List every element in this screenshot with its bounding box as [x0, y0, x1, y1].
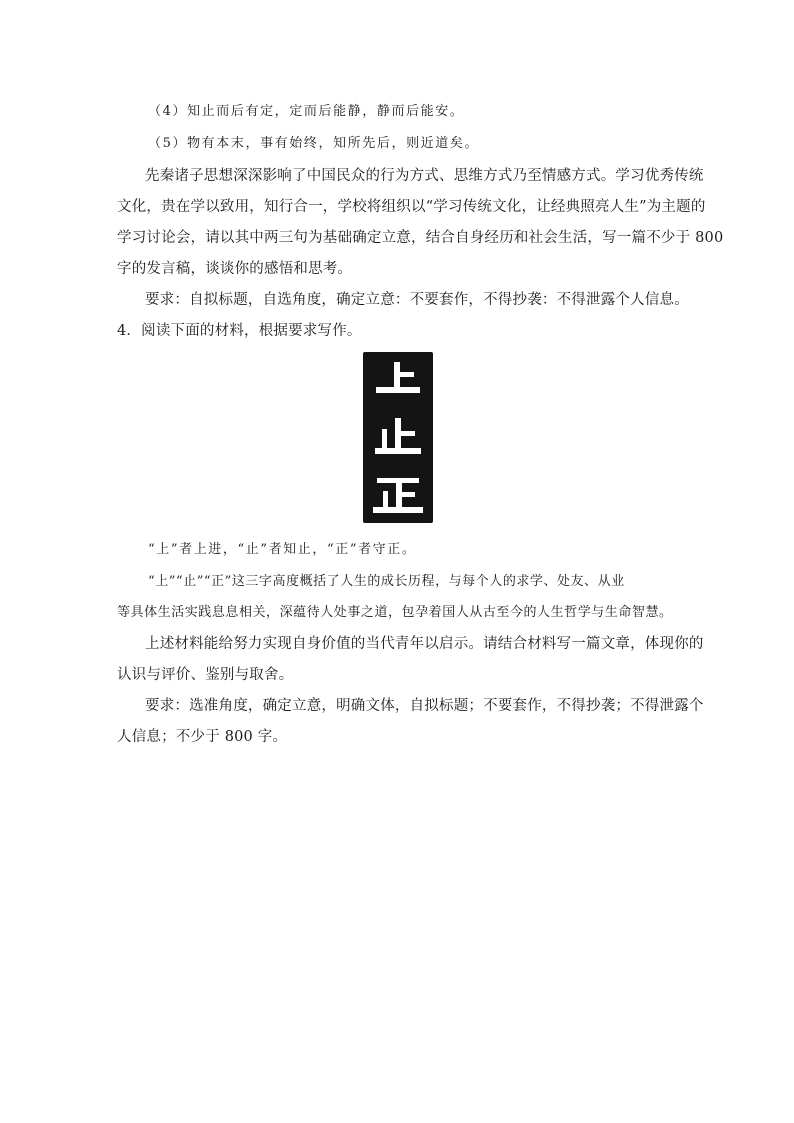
- quote-line-5: （5）物有本末，事有始终，知所先后，则近道矣。: [148, 136, 480, 151]
- seal-char-zhi: [375, 418, 421, 454]
- seal-char-shang: [376, 362, 420, 393]
- material-line-2: “上”“止”“正”这三字高度概括了人生的成长历程，与每个人的求学、处友、从业: [148, 574, 625, 589]
- prompt-4-requirements-line-2: 人信息；不少于 800 字。: [117, 729, 288, 745]
- prompt-4-paragraph-line-2: 认识与评价、鉴别与取舍。: [117, 667, 294, 683]
- material-line-1: “上”者上进，“止”者知止，“正”者守正。: [148, 542, 417, 557]
- prompt-4-requirements-line-1: 要求：选准角度，确定立意，明确文体，自拟标题；不要套作，不得抄袭；不得泄露个: [145, 698, 704, 714]
- material-line-3: 等具体生活实践息息相关，深蕴待人处事之道，包孕着国人从古至今的人生哲学与生命智慧。: [117, 605, 673, 620]
- seal-char-zheng: [373, 478, 423, 513]
- question-4-heading: 4．阅读下面的材料，根据要求写作。: [117, 323, 362, 339]
- calligraphy-seal-image: [363, 352, 433, 523]
- prompt-3-requirements: 要求：自拟标题，自选角度，确定立意：不要套作，不得抄袭：不得泄露个人信息。: [145, 292, 689, 308]
- quote-line-4: （4）知止而后有定，定而后能静，静而后能安。: [148, 104, 465, 119]
- prompt-3-paragraph-line-4: 字的发言稿，谈谈你的感悟和思考。: [117, 261, 353, 277]
- prompt-3-paragraph-line-3: 学习讨论会，请以其中两三句为基础确定立意，结合自身经历和社会生活，写一篇不少于 800: [117, 230, 724, 246]
- prompt-3-paragraph-line-2: 文化，贵在学以致用，知行合一，学校将组织以“学习传统文化，让经典照亮人生”为主题的: [117, 199, 706, 215]
- prompt-3-paragraph-line-1: 先秦诸子思想深深影响了中国民众的行为方式、思维方式乃至情感方式。学习优秀传统: [145, 168, 704, 184]
- seal-glyphs: [363, 352, 433, 523]
- prompt-4-paragraph-line-1: 上述材料能给努力实现自身价值的当代青年以启示。请结合材料写一篇文章，体现你的: [145, 636, 704, 652]
